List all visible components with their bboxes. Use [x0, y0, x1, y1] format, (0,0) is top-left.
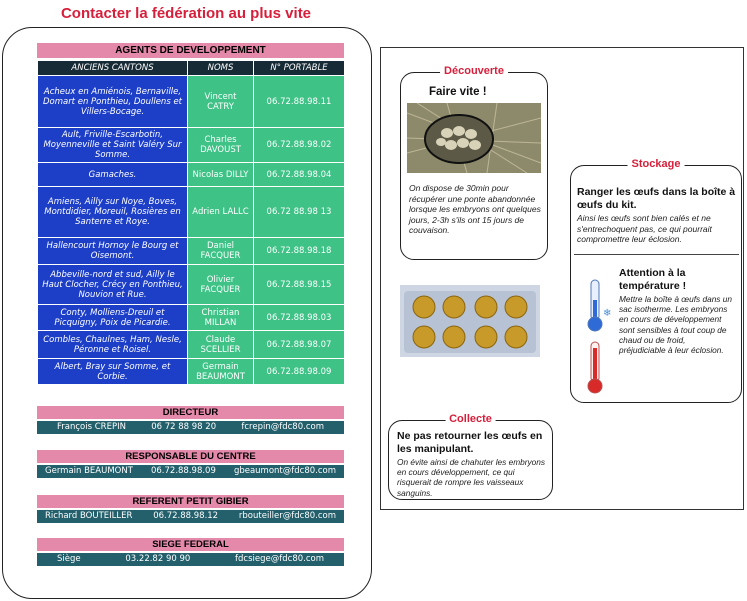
agent-nom: Nicolas DILLY [188, 163, 254, 187]
agent-nom: Olivier FACQUER [188, 265, 254, 305]
decouverte-callout [400, 65, 548, 260]
referent-block [37, 495, 344, 523]
table-row [38, 359, 345, 385]
agent-canton: Combles, Chaulnes, Ham, Nesle, Péronne et Roisel. [38, 331, 188, 359]
table-row [38, 331, 345, 359]
agent-tel: 06.72.88.98.03 [254, 305, 345, 331]
contact-phone: 06.72.88.98.09 [150, 466, 216, 476]
agent-tel: 06.72.88.98.07 [254, 331, 345, 359]
agent-canton: Acheux en Amiénois, Bernaville, Domart en Ponthieu, Doullens et Villers-Bocage. [38, 76, 188, 128]
agent-nom: Daniel FACQUER [188, 238, 254, 265]
contact-row [37, 421, 344, 434]
decouverte-heading: Faire vite ! [429, 86, 487, 98]
temperature-heading: Attention à la température ! [619, 267, 687, 292]
stockage-text: Ainsi les œufs sont bien calés et ne s'entrechoquent pas, ce qui pourrait compromettre leur éclosion. [577, 213, 712, 244]
svg-text:❄: ❄ [603, 308, 611, 319]
agent-canton: Hallencourt Hornoy le Bourg et Oisemont. [38, 238, 188, 265]
responsable-block [37, 450, 344, 478]
collecte-text: On évite ainsi de chahuter les embryons en cours développement, ce qui risquerait de rompre les vaisseaux sanguins. [397, 457, 546, 498]
agent-nom: Adrien LALLC [188, 187, 254, 238]
agent-tel: 06.72.88.98.04 [254, 163, 345, 187]
agents-header: AGENTS DE DEVELOPPEMENT [37, 43, 344, 58]
agent-nom: Charles DAVOUST [188, 128, 254, 163]
agent-canton: Amiens, Ailly sur Noye, Boves, Montdidier, Moreuil, Rosières en Santerre et Roye. [38, 187, 188, 238]
table-row [38, 76, 345, 128]
agent-canton: Conty, Molliens-Dreuil et Picquigny, Poix de Picardie. [38, 305, 188, 331]
agent-nom: Claude SCELLIER [188, 331, 254, 359]
egg-carton-photo [400, 285, 540, 357]
agent-canton: Gamaches. [38, 163, 188, 187]
column-header-canton: ANCIENS CANTONS [38, 61, 188, 76]
directeur-block [37, 406, 344, 434]
contact-title: REFERENT PETIT GIBIER [37, 495, 344, 508]
decouverte-label: Découverte [440, 65, 508, 77]
contact-email: fcrepin@fdc80.com [241, 422, 324, 432]
contact-row [37, 510, 344, 523]
contact-title: DIRECTEUR [37, 406, 344, 419]
contact-title: SIEGE FEDERAL [37, 538, 344, 551]
agent-tel: 06.72.88.98.18 [254, 238, 345, 265]
table-row [38, 163, 345, 187]
stockage-heading: Ranger les œufs dans la boîte à œufs du kit. [577, 186, 736, 211]
contact-title: RESPONSABLE DU CENTRE [37, 450, 344, 463]
contact-name: Richard BOUTEILLER [45, 511, 133, 521]
column-header-portable: N° PORTABLE [254, 61, 345, 76]
agent-tel: 06.72.88.98.15 [254, 265, 345, 305]
contact-name: François CREPIN [57, 422, 126, 432]
collecte-callout [388, 413, 553, 500]
agent-canton: Abbeville-nord et sud, Ailly le Haut Clocher, Crécy en Ponthieu, Nouvion et Rue. [38, 265, 188, 305]
table-row [38, 187, 345, 238]
siege-block [37, 538, 344, 566]
contact-email: rbouteiller@fdc80.com [238, 511, 336, 521]
cold-thermometer-icon [581, 276, 611, 336]
contact-phone: 06.72.88.98.12 [153, 511, 219, 521]
stockage-callout [570, 158, 742, 403]
contact-name: Siège [57, 554, 81, 564]
contact-phone: 06 72 88 98 20 [151, 422, 217, 432]
agent-nom: Vincent CATRY [188, 76, 254, 128]
agent-tel: 06.72.88.98.11 [254, 76, 345, 128]
agents-table [37, 60, 345, 385]
divider [574, 254, 739, 255]
table-row [38, 265, 345, 305]
agent-nom: Christian MILLAN [188, 305, 254, 331]
agent-tel: 06.72 88.98 13 [254, 187, 345, 238]
table-row [38, 238, 345, 265]
agent-nom: Germain BEAUMONT [188, 359, 254, 385]
collecte-label: Collecte [445, 413, 496, 425]
stockage-label: Stockage [628, 158, 685, 170]
page-title: Contacter la fédération au plus vite [60, 5, 312, 22]
decouverte-text: On dispose de 30min pour récupérer une ponte abandonnée lorsque les embryons ont quelques jours, 2-3h s'ils ont 15 jours de couvaison. [409, 183, 541, 235]
temperature-text: Mettre la boîte à œufs dans un sac isotherme. Les embryons en cours de développement sont sensibles à tout coup de chaud ou de froid, préjudiciable à leur éclosion. [619, 294, 732, 356]
hot-thermometer-icon [581, 338, 611, 398]
agent-tel: 06.72.88.98.02 [254, 128, 345, 163]
contact-row [37, 553, 344, 566]
contact-row [37, 465, 344, 478]
agent-canton: Ault, Friville-Escarbotin, Moyenneville et Saint Valéry Sur Somme. [38, 128, 188, 163]
collecte-heading: Ne pas retourner les œufs en les manipulant. [397, 430, 543, 455]
table-row [38, 305, 345, 331]
contact-email: gbeaumont@fdc80.com [233, 466, 336, 476]
contact-email: fdcsiege@fdc80.com [235, 554, 324, 564]
column-header-nom: NOMS [188, 61, 254, 76]
table-row [38, 128, 345, 163]
agent-tel: 06.72.88.98.09 [254, 359, 345, 385]
contact-name: Germain BEAUMONT [45, 466, 133, 476]
contact-phone: 03.22.82 90 90 [125, 554, 191, 564]
agent-canton: Albert, Bray sur Somme, et Corbie. [38, 359, 188, 385]
nest-photo [407, 103, 541, 173]
